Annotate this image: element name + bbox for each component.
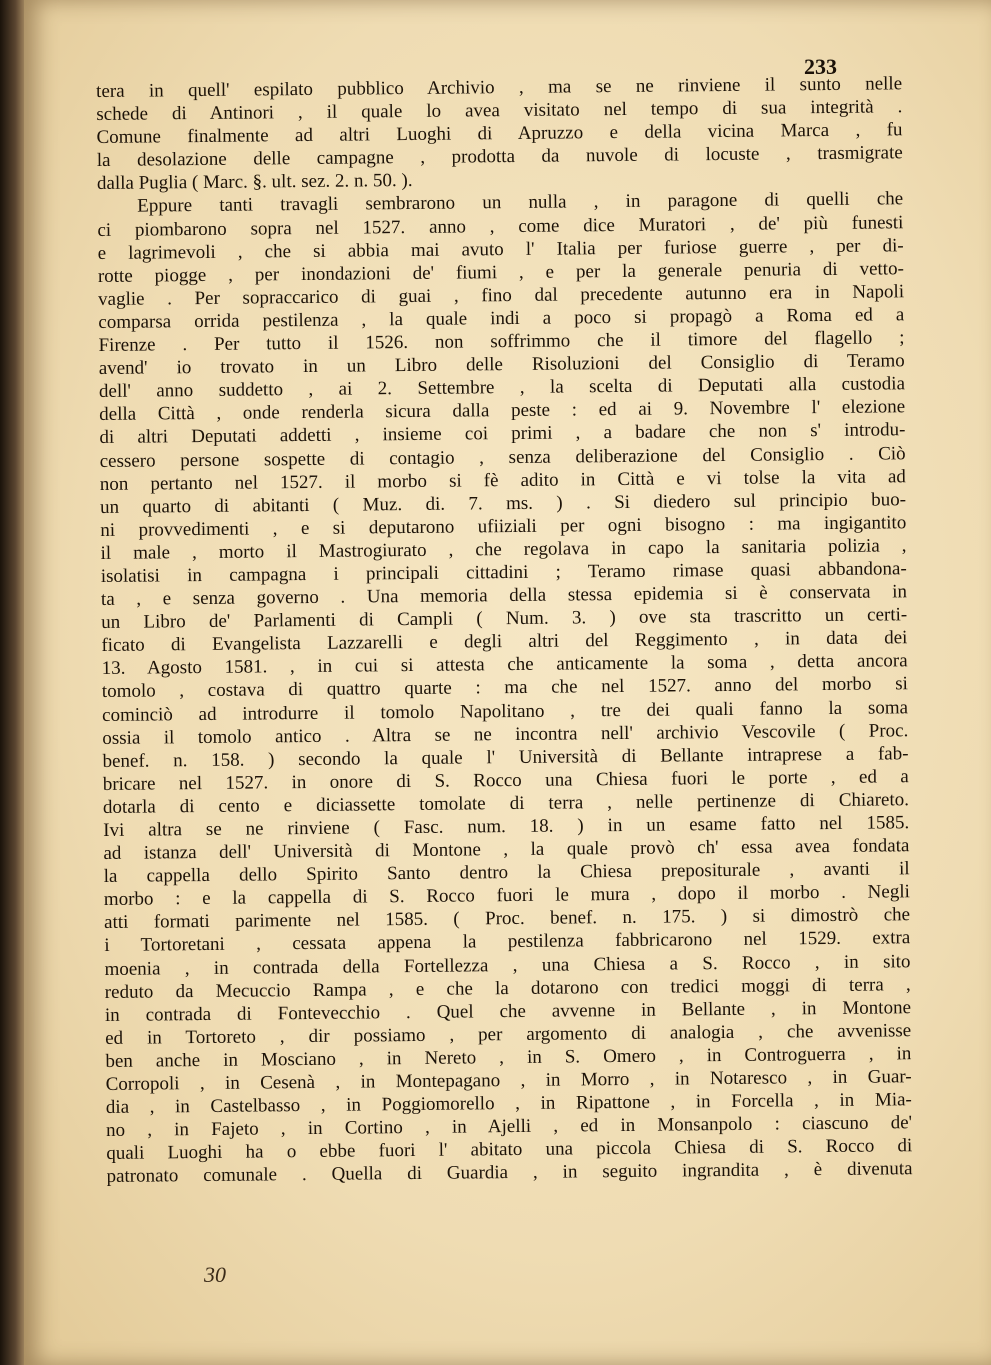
text-line: no , in Fajeto , in Cortino , in Ajelli , ed in Monsanpolo : ciascuno de' [105, 1112, 913, 1142]
text-line: ad istanza dell' Università di Montone , la quale provò ch' essa avea fondata [103, 835, 910, 865]
text-line: dalla Puglia ( Marc. §. ult. sez. 2. n. 50. ). [96, 170, 413, 195]
text-line: Corropoli , in Cesenà , in Montepagano , in Morro , in Notaresco , in Guar- [105, 1066, 912, 1095]
text-line: dotarla di cento e diciassette tomolate di terra , nelle pertinenze di Chiareto. [102, 789, 910, 818]
text-line: la cappella dello Spirito Santo dentro la Chiesa prepositurale , avanti il [103, 858, 910, 888]
text-line: atti formati parimente nel 1585. ( Proc. benef. n. 175. ) si dimostrò che [103, 904, 911, 934]
text-line: bricare nel 1527. in onore di S. Rocco una Chiesa fuori le porte , ed a [102, 766, 909, 795]
text-line: dell' anno suddetto , ai 2. Settembre , la scelta di Deputati alla custodia [98, 373, 906, 403]
text-line: un Libro de' Parlamenti di Campli ( Num. 3. ) ove sta trascritto un certi- [101, 604, 908, 634]
text-line: 13. Agosto 1581. , in cui si attesta che anticamente la soma , detta ancora [101, 650, 908, 680]
text-line: ta , e senza governo . Una memoria della stessa epidemia si è conservata in [100, 581, 908, 611]
signature-mark: 30 [204, 1262, 226, 1287]
text-line: e lagrimevoli , che si abbia mai avuto l' Italia per furiose guerre , per di- [97, 234, 904, 264]
text-line: ed in Tortoreto , dir possiamo , per argomento di analogia , che avvenisse [105, 1020, 912, 1049]
text-line: moenia , in contrada della Fortellezza , una Chiesa a S. Rocco , in sito [104, 950, 911, 980]
text-line: la desolazione delle campagne , prodotta da nuvole di locuste , trasmigrate [96, 142, 903, 172]
text-line: in contrada di Fontevecchio . Quel che avvenne in Bellante , in Montone [104, 996, 912, 1026]
text-line: vaglie . Per sopraccarico di guai , fino dal precedente autunno era in Napoli [98, 281, 905, 310]
text-line: isolatisi in campagna i principali cittadini ; Teramo rimase quasi abbandona- [100, 558, 907, 587]
text-line: avend' io trovato in un Libro delle Risoluzioni del Consiglio di Teramo [98, 350, 905, 380]
text-line: reduto da Mecuccio Rampa , e che la dotarono con tredici moggi di terra , [104, 973, 911, 1003]
text-line: quali Luoghi ha o ebbe fuori l' abitato una piccola Chiesa di S. Rocco di [106, 1135, 913, 1165]
text-line: cessero persone sospette di contagio , senza deliberazione del Consiglio . Ciò [99, 442, 906, 472]
text-line: Firenze . Per tutto il 1526. non soffrimmo che il timore del flagello ; [98, 327, 905, 357]
text-line: Comune finalmente ad altri Luoghi di Apruzzo e della vicina Marca , fu [96, 119, 903, 149]
text-line: non pertanto nel 1527. il morbo si fè adito in Città e vi tolse la vita ad [99, 465, 906, 495]
text-line: patronato comunale . Quella di Guardia , in seguito ingrandita , è divenuta [106, 1158, 913, 1188]
text-line: di altri Deputati addetti , insieme coi primi , a badare che non s' introdu- [99, 419, 906, 449]
text-line: morbo : e la cappella di S. Rocco fuori le mura , dopo il morbo . Negli [103, 881, 910, 911]
page-number: 233 [804, 54, 837, 79]
text-line: comparsa orrida pestilenza , la quale indi a poco si propagò a Roma ed a [98, 304, 905, 333]
text-line: schede di Antinori , il quale lo avea visitato nel tempo di sua integrità . [96, 96, 903, 126]
body-text [96, 72, 913, 1188]
text-line: il male , morto il Mastrogiurato , che regolava in capo la sanitaria polizia , [100, 535, 907, 564]
text-line: i Tortoretani , cessata appena la pestilenza fabbricarono nel 1529. extra [104, 927, 911, 957]
text-line: rotte piogge , per inondazioni de' fiumi , e per la generale penuria di vetto- [97, 258, 904, 287]
text-line: della Città , onde renderla sicura dalla peste : ed ai 9. Novembre l' elezione [99, 396, 906, 426]
text-line: ni provvedimenti , e si deputarono ufiiziali per ogni bisogno : ma ingigantito [100, 512, 907, 541]
text-line: ben anche in Mosciano , in Nereto , in S. Omero , in Controguerra , in [105, 1043, 912, 1072]
text-line: ossia il tomolo antico . Altra se ne incontra nell' archivio Vescovile ( Proc. [102, 719, 909, 749]
text-line: ficato di Evangelista Lazzarelli e degli altri del Reggimento , in data dei [101, 627, 908, 657]
text-line: benef. n. 158. ) secondo la quale l' Università di Bellante intraprese a fab- [102, 742, 909, 772]
text-line: dia , in Castelbasso , in Poggiomorello , in Ripattone , in Forcella , in Mia- [105, 1089, 912, 1119]
text-line: Eppure tanti travagli sembrarono un nulla , in paragone di quelli che [137, 188, 904, 218]
text-line: ci piombarono sopra nel 1527. anno , come dice Muratori , de' più funesti [97, 211, 904, 241]
text-line: tera in quell' espilato pubblico Archivio , ma se ne rinviene il sunto nelle [96, 73, 903, 102]
text-line: tomolo , costava di quattro quarte : ma che nel 1527. anno del morbo si [101, 673, 908, 703]
text-line: Ivi altra se ne rinviene ( Fasc. num. 18. ) in un esame fatto nel 1585. [103, 812, 910, 841]
book-page [24, 0, 991, 1365]
text-line: un quarto di abitanti ( Muz. di. 7. ms. ) . Si diedero sul principio buo- [99, 488, 907, 518]
text-line: cominciò ad introdurre il tomolo Napolitano , tre dei quali fanno la soma [101, 696, 909, 726]
